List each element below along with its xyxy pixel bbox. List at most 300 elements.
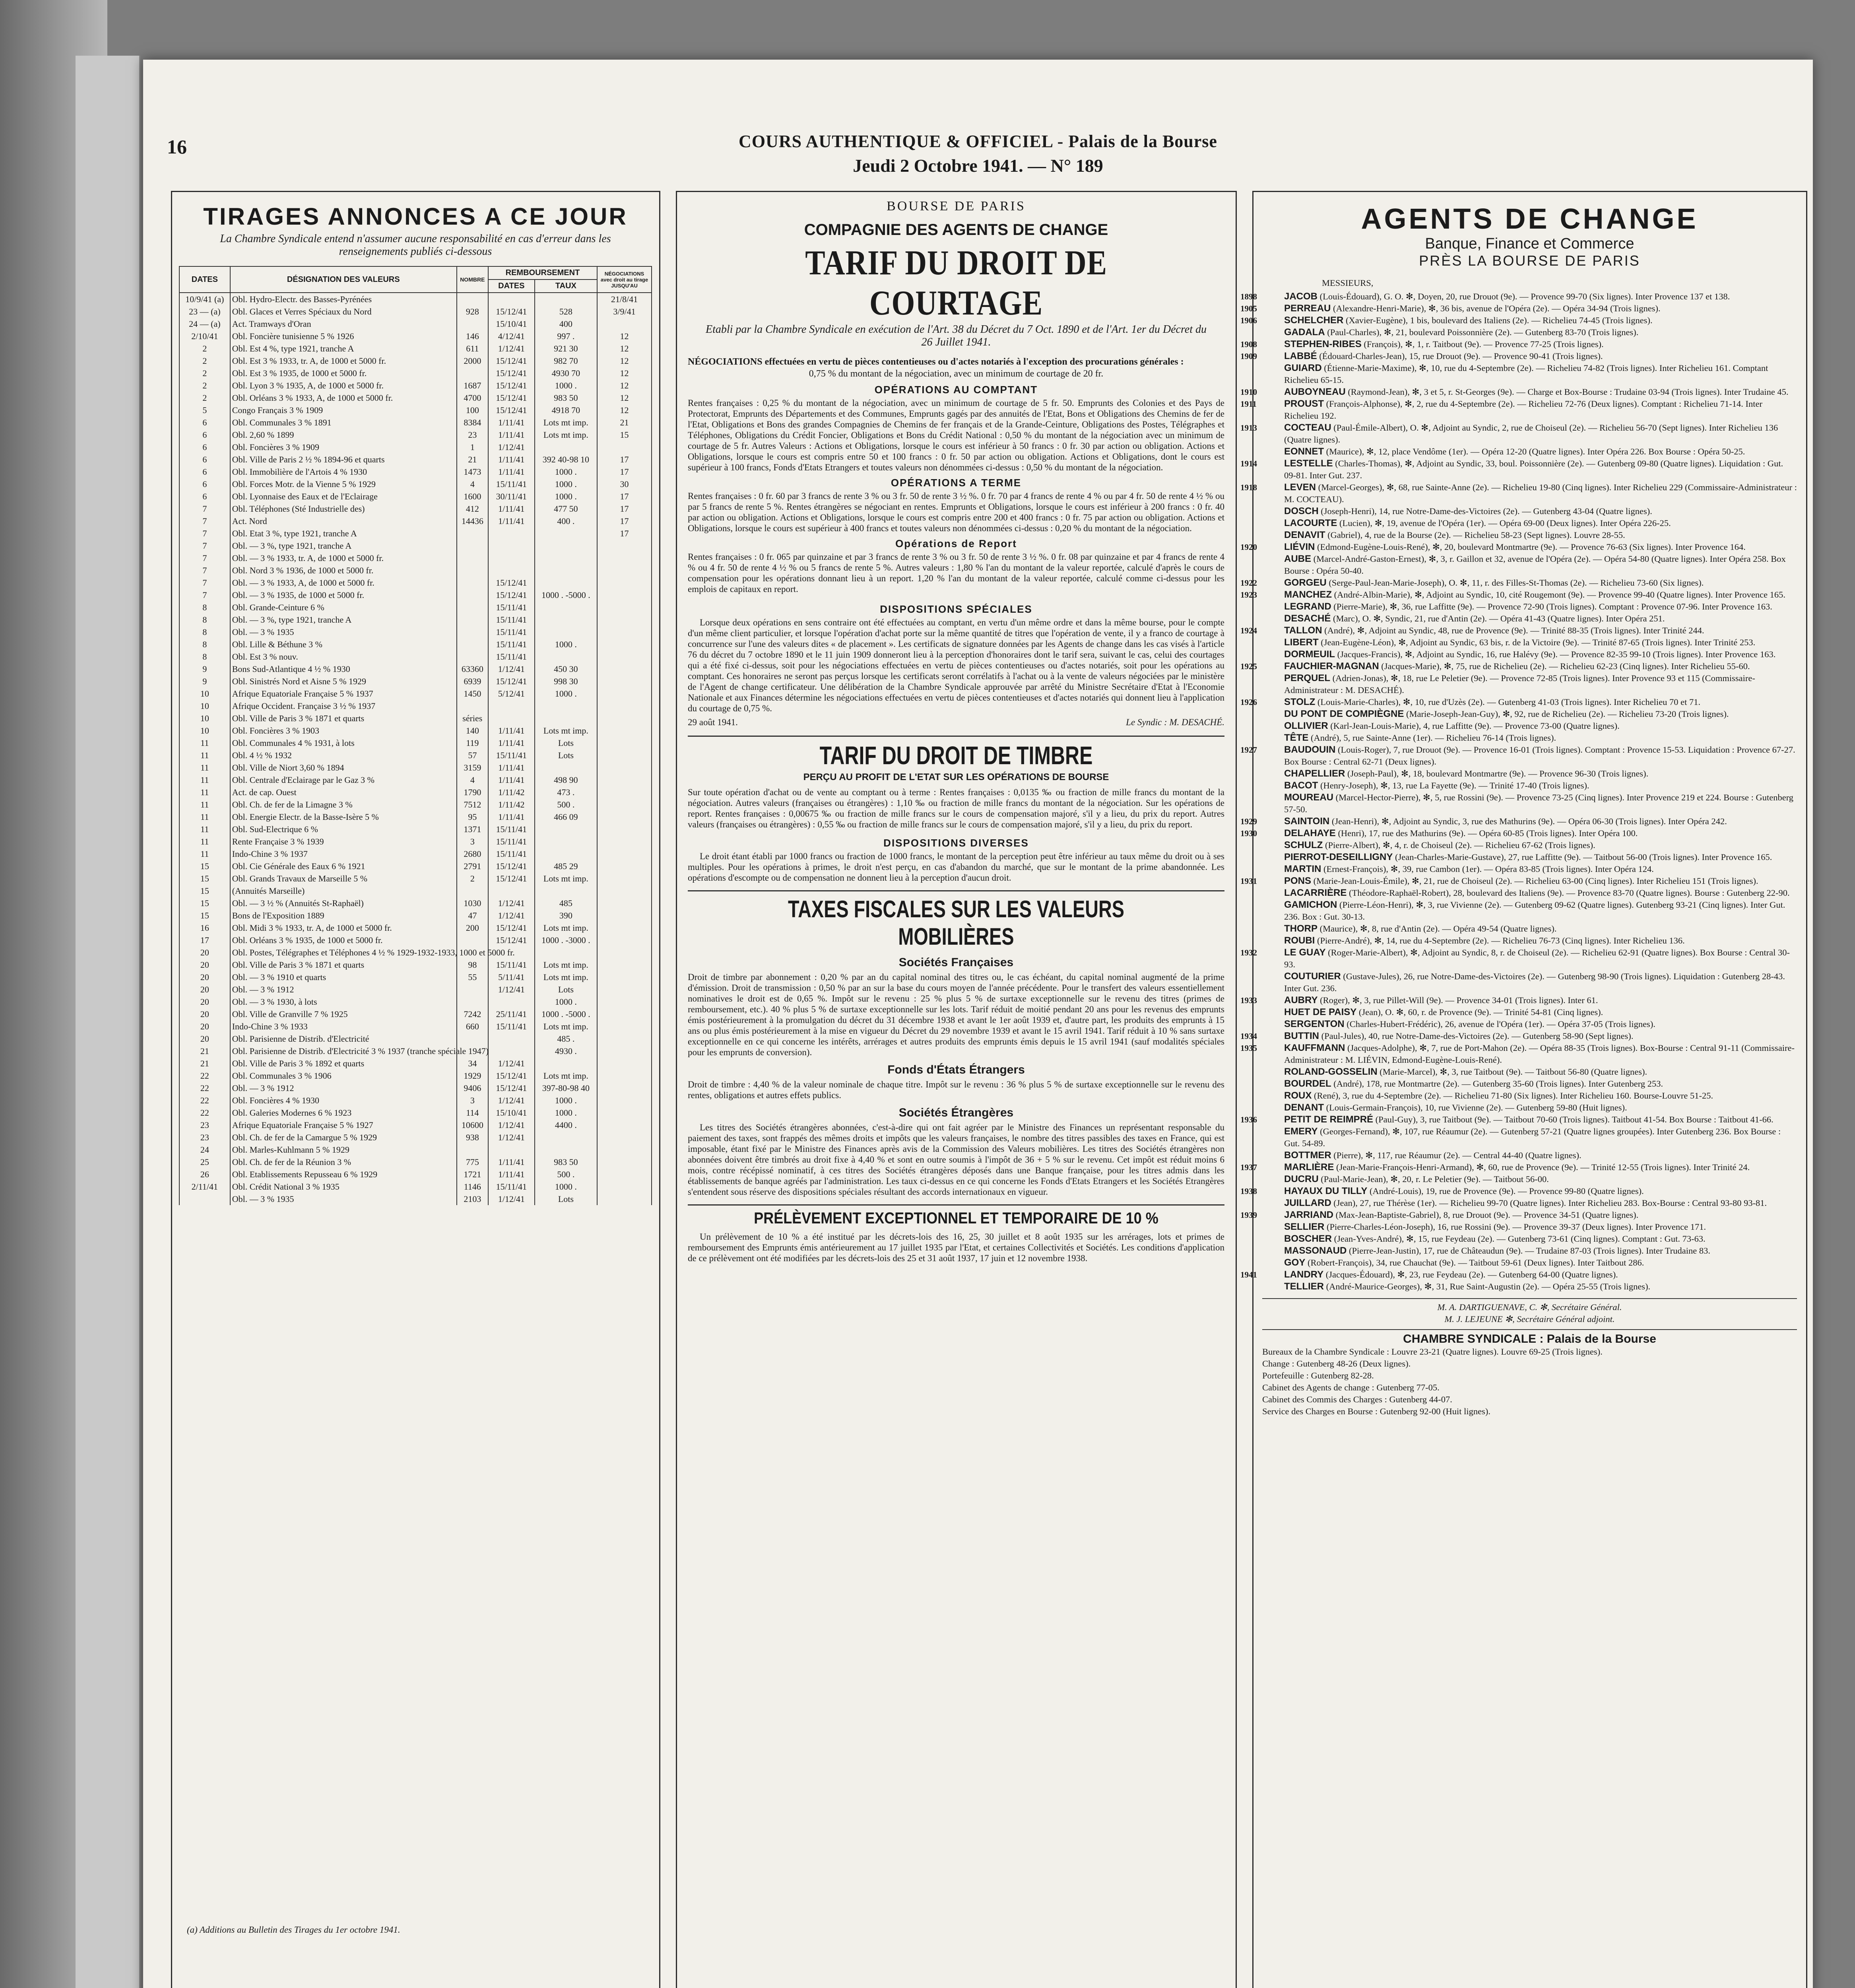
agent-entry (1240, 1209, 1797, 1221)
agent-details: (Lucien), ✻, 19, avenue de l'Opéra (1er). — Opéra 69-00 (Deux lignes). Inter Opéra 226-25. (1337, 518, 1671, 528)
table-cell: 12 (597, 355, 652, 367)
table-cell (597, 712, 652, 724)
table-cell: Obl. Hydro-Electr. des Basses-Pyrénées (230, 293, 457, 305)
table-cell: 5 (179, 404, 230, 416)
table-cell: 4400 . (535, 1119, 597, 1131)
agent-details: (Jean), O. ✻, 60, r. de Provence (9e). — Trinité 54-81 (Cinq lignes). (1356, 1007, 1603, 1017)
agent-details: (Henri), 17, rue des Mathurins (9e). — Opéra 60-85 (Trois lignes). Inter Opéra 100. (1335, 828, 1638, 838)
table-cell: Obl. 4 ½ % 1932 (230, 749, 457, 761)
table-cell: 6 (179, 453, 230, 466)
table-cell: 11 (179, 835, 230, 848)
table-cell: 9 (179, 675, 230, 687)
table-cell: 1371 (457, 823, 488, 835)
op-comptant-title: OPÉRATIONS AU COMPTANT (874, 384, 1038, 396)
agent-details: (Louis-Germain-François), 10, rue Vivienne (2e). — Gutenberg 59-80 (Huit lignes). (1324, 1103, 1627, 1112)
agent-details: (Jacques-Marie), ✻, 75, rue de Richelieu (2e). — Richelieu 62-23 (Cinq lignes). Inter Richelieu 55-60. (1379, 661, 1750, 671)
table-cell (535, 700, 597, 712)
agent-name: GOY (1284, 1257, 1306, 1268)
table-cell (597, 577, 652, 589)
table-cell: 1000 . -5000 . (535, 1008, 597, 1020)
agent-entry (1262, 672, 1797, 696)
agent-entry (1240, 1161, 1797, 1173)
table-cell: 1/12/41 (488, 441, 535, 453)
agent-name: LE GUAY (1284, 947, 1326, 958)
table-row (179, 1033, 652, 1045)
table-cell: 15/11/41 (488, 601, 535, 613)
agent-name: MARLIÈRE (1284, 1162, 1334, 1173)
table-cell: 8 (179, 638, 230, 650)
table-row (179, 1045, 652, 1057)
table-cell: 1/12/41 (488, 663, 535, 675)
table-row (179, 379, 652, 392)
table-cell (597, 1082, 652, 1094)
table-row (179, 527, 652, 540)
table-cell (488, 1033, 535, 1045)
table-cell: 15 (179, 897, 230, 909)
table-cell: 1450 (457, 687, 488, 700)
agent-name: BOTTMER (1284, 1150, 1331, 1161)
table-cell: 23 — (a) (179, 305, 230, 318)
agent-name: DU PONT DE COMPIÈGNE (1284, 709, 1404, 719)
agent-details: (Edmond-Eugène-Louis-René), ✻, 20, boulevard Montmartre (9e). — Provence 76-63 (Six lignes). Inter Provence 164. (1315, 542, 1746, 552)
table-cell: 528 (535, 305, 597, 318)
table-cell: 15/11/41 (488, 1180, 535, 1193)
table-cell: 15/11/41 (488, 823, 535, 835)
table-cell: Bons Sud-Atlantique 4 ½ % 1930 (230, 663, 457, 675)
table-cell: 15/12/41 (488, 872, 535, 885)
agent-name: STEPHEN-RIBES (1284, 339, 1362, 349)
table-cell: 30 (597, 478, 652, 490)
table-cell (457, 613, 488, 626)
table-cell: 15/12/41 (488, 589, 535, 601)
table-cell: Obl. Ch. de fer de la Limagne 3 % (230, 798, 457, 811)
table-cell (535, 848, 597, 860)
table-cell: Obl. Ville de Granville 7 % 1925 (230, 1008, 457, 1020)
agent-details: (Jean-Charles-Marie-Gustave), 27, rue Laffitte (9e). — Taitbout 56-00 (Trois lignes). Inter Provence 165. (1393, 852, 1772, 862)
agent-entry (1240, 660, 1797, 672)
table-cell (457, 885, 488, 897)
table-row (179, 318, 652, 330)
table-cell: 1/12/41 (488, 342, 535, 355)
table-cell: 11 (179, 811, 230, 823)
agent-details: (Étienne-Marie-Maxime), ✻, 10, rue du 4-Septembre (2e). — Richelieu 74-82 (Trois lignes). Inter Richelieu 161. Comptant Richelieu 65-15. (1284, 363, 1768, 385)
agent-entry (1240, 1269, 1797, 1281)
table-cell: 4 (457, 478, 488, 490)
agent-entry (1262, 732, 1797, 744)
agent-entry (1262, 1173, 1797, 1185)
table-cell: 12 (597, 342, 652, 355)
table-cell: Lots mt imp. (535, 1020, 597, 1033)
table-cell: 10600 (457, 1119, 488, 1131)
agent-name: LACOURTE (1284, 518, 1337, 528)
table-cell (535, 577, 597, 589)
table-row (179, 1119, 652, 1131)
agent-details: (Jean-Eugène-Léon), ✻, Adjoint au Syndic, 63 bis, r. de la Victoire (9e). — Trinité 87-65 (Trois lignes). Inter Trinité 253. (1318, 637, 1756, 647)
table-cell: 57 (457, 749, 488, 761)
table-cell: Obl. Sinistrés Nord et Aisne 5 % 1929 (230, 675, 457, 687)
table-cell: 11 (179, 823, 230, 835)
table-cell: 1000 . (535, 379, 597, 392)
table-cell: 11 (179, 786, 230, 798)
agent-name: DENANT (1284, 1102, 1324, 1113)
table-cell: 1000 . -3000 . (535, 934, 597, 946)
table-row (179, 638, 652, 650)
table-cell: Obl. Ville de Paris 3 % 1892 et quarts (230, 1057, 457, 1070)
table-cell (597, 885, 652, 897)
table-cell: 21/8/41 (597, 293, 652, 305)
table-cell: 15 (179, 885, 230, 897)
table-row (179, 909, 652, 922)
table-row (179, 330, 652, 342)
table-row (179, 392, 652, 404)
table-cell: Obl. Parisienne de Distrib. d'Electricité 3 % 1937 (tranche spéciale 1947) (230, 1045, 457, 1057)
agent-name: ROUBI (1284, 935, 1315, 946)
table-row (179, 626, 652, 638)
tirages-table (179, 266, 652, 1205)
table-cell: 8 (179, 613, 230, 626)
agent-details: (Jacques-Francis), ✻, Adjoint au Syndic, 16, rue Halévy (9e). — Provence 82-35 99-10 (Trois lignes). Inter Provence 163. (1335, 649, 1776, 659)
table-cell: 55 (457, 971, 488, 983)
agent-details: (Jacques-Adolphe), ✻, 7, rue de Port-Mahon (2e). — Opéra 88-35 (Trois lignes). Box-Bourse : Central 91-11 (Commissaire-Administrateur : M. LIÉVIN, Edmond-Eugène-Louis-René). (1284, 1043, 1795, 1065)
table-cell: Obl. Ch. de fer de la Camargue 5 % 1929 (230, 1131, 457, 1143)
agent-name: DESACHÉ (1284, 613, 1331, 624)
table-cell: 12 (597, 392, 652, 404)
table-cell: 500 . (535, 798, 597, 811)
table-cell (597, 909, 652, 922)
table-row (179, 700, 652, 712)
table-cell: 15/11/41 (488, 1020, 535, 1033)
table-cell (597, 1070, 652, 1082)
table-cell (535, 564, 597, 577)
agents-secretaire-adjoint: M. J. LEJEUNE ✻, Secrétaire Général adjoint. (1444, 1314, 1615, 1324)
table-cell: Obl. — 3 % 1912 (230, 1082, 457, 1094)
table-cell: 397-80-98 40 (535, 1082, 597, 1094)
table-cell: Obl. Sud-Electrique 6 % (230, 823, 457, 835)
table-cell: 15/10/41 (488, 1107, 535, 1119)
table-cell: 1929 (457, 1070, 488, 1082)
table-row (179, 749, 652, 761)
table-cell: 25/11/41 (488, 1008, 535, 1020)
agent-year: 1898 (1240, 292, 1257, 301)
table-row (179, 996, 652, 1008)
table-row (179, 453, 652, 466)
table-cell (597, 761, 652, 774)
table-row (179, 540, 652, 552)
agent-entry (1240, 1042, 1797, 1066)
table-cell (457, 700, 488, 712)
table-cell (535, 613, 597, 626)
table-cell: Obl. Est 4 %, type 1921, tranche A (230, 342, 457, 355)
op-report-title: Opérations de Report (895, 538, 1017, 549)
table-cell: 4930 . (535, 1045, 597, 1057)
table-row (179, 650, 652, 663)
agent-details: (Jean-Yves-André), ✻, 15, rue Feydeau (2e). — Gutenberg 73-61 (Cinq lignes). Comptant : Gut. 73-63. (1332, 1234, 1706, 1244)
table-cell: 7 (179, 527, 230, 540)
tarif-timbre-title: TARIF DU DROIT DE TIMBRE (819, 741, 1093, 770)
table-cell: Obl. Forces Motr. de la Vienne 5 % 1929 (230, 478, 457, 490)
agent-name: BACOT (1284, 780, 1318, 791)
table-cell: 928 (457, 305, 488, 318)
table-cell: 1/11/41 (488, 466, 535, 478)
table-cell (597, 540, 652, 552)
table-cell: 1/11/42 (488, 798, 535, 811)
table-row (179, 811, 652, 823)
table-cell: 485 29 (535, 860, 597, 872)
agent-details: (Marcel-André-Gaston-Ernest), ✻, 3, r. Gaillon et 32, avenue de l'Opéra (2e). — Opéra 54-80 (Quatre lignes). Inter Opéra 258. Box Bourse : Opéra 50-40. (1284, 554, 1786, 576)
table-cell: 114 (457, 1107, 488, 1119)
negociations-title: NÉGOCIATIONS effectuées en vertu de pièces contentieuses ou d'actes notariés à l'exception des procurations générales : (688, 357, 1184, 367)
agent-name: COCTEAU (1284, 422, 1331, 433)
table-cell: 1146 (457, 1180, 488, 1193)
table-cell: 1000 . (535, 466, 597, 478)
table-cell: 2791 (457, 860, 488, 872)
table-cell: 1/11/41 (488, 503, 535, 515)
terme-text: Rentes françaises : 0 fr. 60 par 3 francs de rente 3 % ou 3 fr. 50 de rente 3 ½ %. 0 fr. 70 par 4 francs de rente 4 % ou par 4 fr. 50 de rente 4 ½ % ou par 5 francs de rente 5 %. Rentes étrangères se négociant en rentes. Emprunts et Obligations, lorsque le cours est inférieur à 200 francs : 0 fr. 40 par action ou obligation. Actions et Obligations, lorsque le cours est compris entre 200 et 400 francs : 0 fr. 75 par action ou obligation. Actions et Obligations, lorsque le cours est supérieur à 400 francs et toutes valeurs non dénommées ci-dessus : 0,20 % du montant de la négociation. (688, 491, 1224, 533)
table-cell: 11 (179, 774, 230, 786)
table-cell (597, 959, 652, 971)
table-cell (597, 613, 652, 626)
table-cell (535, 761, 597, 774)
table-cell: 611 (457, 342, 488, 355)
page-header-date: Jeudi 2 Octobre 1941. — N° 189 (853, 155, 1103, 176)
table-cell: 1000 . (535, 1107, 597, 1119)
table-cell: Lots mt imp. (535, 724, 597, 737)
table-cell: Lots mt imp. (535, 429, 597, 441)
table-cell (597, 786, 652, 798)
table-cell: 24 (179, 1143, 230, 1156)
table-row (179, 946, 652, 959)
table-cell: 2000 (457, 355, 488, 367)
chambre-line: Bureaux de la Chambre Syndicale : Louvre 23-21 (Quatre lignes). Louvre 69-25 (Trois lignes). (1262, 1347, 1603, 1357)
agents-list (1240, 291, 1797, 1293)
table-cell: 23 (179, 1131, 230, 1143)
agent-year: 1939 (1240, 1210, 1257, 1220)
agent-details: (Paul-Émile-Albert), O. ✻, Adjoint au Syndic, 2, rue de Choiseul (2e). — Richelieu 56-70 (Sept lignes). Inter Richelieu 136 (Quatre lignes). (1284, 423, 1778, 445)
table-cell: Obl. Grande-Ceinture 6 % (230, 601, 457, 613)
agent-name: BAUDOUIN (1284, 744, 1336, 755)
agent-entry (1262, 708, 1797, 720)
table-cell (488, 1045, 535, 1057)
table-cell: 20 (179, 983, 230, 996)
table-cell: Obl. Est 3 % nouv. (230, 650, 457, 663)
table-cell: Obl. Immobilière de l'Artois 4 % 1930 (230, 466, 457, 478)
table-cell: 21 (179, 1057, 230, 1070)
table-cell: 22 (179, 1107, 230, 1119)
table-cell: 119 (457, 737, 488, 749)
agent-details: (Marie-Joseph-Jean-Guy), ✻, 92, rue de Richelieu (2e). — Richelieu 73-20 (Trois lignes). (1404, 709, 1729, 719)
table-cell: 2 (457, 872, 488, 885)
table-cell: 10/9/41 (a) (179, 293, 230, 305)
table-cell (597, 737, 652, 749)
table-row (179, 293, 652, 305)
table-row (179, 503, 652, 515)
agent-entry (1240, 1114, 1797, 1126)
agent-year: 1914 (1240, 459, 1257, 468)
table-cell: 11 (179, 848, 230, 860)
table-row (179, 1020, 652, 1033)
table-cell: Congo Français 3 % 1909 (230, 404, 457, 416)
table-cell: 1/11/41 (488, 453, 535, 466)
agent-entry (1262, 899, 1797, 923)
table-cell (597, 811, 652, 823)
agents-subtitle: Banque, Finance et Commerce (1425, 235, 1634, 252)
table-row (179, 367, 652, 379)
table-cell (457, 527, 488, 540)
table-cell: 1/11/42 (488, 786, 535, 798)
op-terme-title: OPÉRATIONS A TERME (891, 477, 1022, 489)
agent-details: (Raymond-Jean), ✻, 3 et 5, r. St-Georges (9e). — Charge et Box-Bourse : Trudaine 03-94 (Trois lignes). Inter Trudaine 45. (1345, 387, 1789, 397)
table-cell: Obl. Parisienne de Distrib. d'Electricité (230, 1033, 457, 1045)
agent-entry (1240, 625, 1797, 637)
agent-entry (1262, 1221, 1797, 1233)
agent-details: (Adrien-Jonas), ✻, 18, rue Le Peletier (9e). — Provence 72-85 (Trois lignes). Inter Provence 93 et 115 (Commissaire-Administrateur : M. DESACHÉ). (1284, 673, 1755, 695)
table-cell: Rente Française 3 % 1939 (230, 835, 457, 848)
table-cell (597, 996, 652, 1008)
agent-entry (1240, 875, 1797, 887)
table-row (179, 983, 652, 996)
col-dates: DATES (179, 266, 230, 293)
agent-details: (Maurice), ✻, 8, rue d'Antin (2e). — Opéra 49-54 (Quatre lignes). (1318, 924, 1557, 934)
table-cell: Obl. Centrale d'Eclairage par le Gaz 3 % (230, 774, 457, 786)
table-cell (597, 1193, 652, 1205)
agent-year: 1910 (1240, 387, 1257, 397)
agents-column (1240, 195, 1797, 1988)
table-cell: Obl. Grands Travaux de Marseille 5 % (230, 872, 457, 885)
table-cell: 20 (179, 971, 230, 983)
table-row (179, 490, 652, 503)
table-cell: 400 (535, 318, 597, 330)
agent-details: (Xavier-Eugène), 1 bis, boulevard des Italiens (2e). — Richelieu 74-45 (Trois lignes). (1343, 315, 1653, 325)
table-cell: 1/12/41 (488, 1131, 535, 1143)
table-cell: 20 (179, 1033, 230, 1045)
table-cell (457, 983, 488, 996)
table-cell: 20 (179, 996, 230, 1008)
dispositions-diverses-title: DISPOSITIONS DIVERSES (883, 837, 1029, 849)
table-row (179, 1168, 652, 1180)
table-cell: 1/12/41 (488, 1193, 535, 1205)
table-row (179, 934, 652, 946)
table-cell: Lots mt imp. (535, 872, 597, 885)
agent-details: (Paul-Charles), ✻, 21, boulevard Poissonnière (2e). — Gutenberg 83-70 (Trois lignes). (1325, 327, 1639, 337)
dispositions-text: Lorsque deux opérations en sens contraire ont été effectuées au comptant, en vertu d'un même ordre et dans la même bourse, pour le compte d'un même client particulier, et lorsque l'opération d'achat porte sur la même quantité de titres que l'opération de vente, il y a franco de courtage à concurrence sur l'une des valeurs dites « de placement ». Les certificats de signature données par les Agents de change dans les cas visés à l'article 76 du décret du 7 octobre 1890 et le 11 juin 1909 donneront lieu à la perception d'honoraires dont le tarif sera, suivant le cas, celui des courtages qui a été fixé ci-dessus, soit pour les négociations effectuées en vertu de pièces contentieuses ou d'actes notariés, soit pour les opérations au comptant. Ces honoraires ne seront pas perçus lorsque les certificats seront corrélatifs à l'achat ou à la vente de valeurs négociées par le ministère de l'Agent de change certificateur. Une délibération de la Chambre Syndicale approuvée par arrêté du Ministre Secrétaire d'Etat à l'Economie Nationale et aux Finances détermine les négociations effectuées en vertu de pièces contentieuses et d'actes notariés qui donnent lieu à l'application du courtage de 0,75 %. (688, 617, 1224, 713)
table-cell (597, 835, 652, 848)
agent-year: 1906 (1240, 316, 1257, 325)
agents-title: AGENTS DE CHANGE (1361, 203, 1698, 235)
table-cell: 3159 (457, 761, 488, 774)
table-cell: Act. de cap. Ouest (230, 786, 457, 798)
table-cell: 6 (179, 478, 230, 490)
table-cell: 1/12/41 (488, 897, 535, 909)
agent-name: LIÉVIN (1284, 542, 1315, 552)
agent-name: GUIARD (1284, 363, 1322, 373)
table-cell: 2 (179, 392, 230, 404)
agent-name: MANCHEZ (1284, 589, 1332, 600)
table-cell: Obl. — 3 %, type 1921, tranche A (230, 613, 457, 626)
agent-details: (Marc), O. ✻, Syndic, 21, rue d'Antin (2e). — Opéra 41-43 (Quatre lignes). Inter Opéra 251. (1331, 613, 1665, 623)
agent-details: (Max-Jean-Baptiste-Gabriel), 8, rue Drouot (9e). — Provence 34-51 (Quatre lignes). (1333, 1210, 1639, 1220)
agent-details: (Marcel-Georges), ✻, 68, rue Sainte-Anne (2e). — Richelieu 19-80 (Cinq lignes). Inter Richelieu 229 (Commissaire-Administrateur : M. COCTEAU). (1284, 482, 1797, 504)
agent-name: AUBRY (1284, 995, 1318, 1006)
table-cell: Obl. — 3 % 1933, tr. A, de 1000 et 5000 fr. (230, 552, 457, 564)
table-cell (535, 823, 597, 835)
table-row (179, 1180, 652, 1193)
table-row (179, 798, 652, 811)
agent-entry (1262, 362, 1797, 386)
table-row (179, 687, 652, 700)
table-cell (488, 540, 535, 552)
table-cell: 15 (597, 429, 652, 441)
agent-name: DENAVIT (1284, 530, 1325, 540)
table-cell: Obl. — 3 % 1935 (230, 626, 457, 638)
table-cell: 7512 (457, 798, 488, 811)
agent-entry (1262, 887, 1797, 899)
table-cell (597, 983, 652, 996)
agent-entry (1240, 315, 1797, 326)
agent-name: OLLIVIER (1284, 720, 1328, 731)
table-row (179, 515, 652, 527)
agent-name: GORGEU (1284, 577, 1327, 588)
table-cell: Afrique Occident. Française 3 ½ % 1937 (230, 700, 457, 712)
agent-name: THORP (1284, 923, 1318, 934)
agent-details: (André), ✻, Adjoint au Syndic, 48, rue de Provence (9e). — Trinité 88-35 (Trois lignes). Inter Trinité 244. (1322, 625, 1704, 635)
agent-name: MARTIN (1284, 864, 1321, 874)
table-cell: 15/12/41 (488, 355, 535, 367)
table-cell: 15/12/41 (488, 1082, 535, 1094)
table-cell: 95 (457, 811, 488, 823)
societes-etrangeres-text: Les titres des Sociétés étrangères abonnées, c'est-à-dire qui ont fait agréer par le Ministre des Finances un représentant responsable du paiement des taxes, sont frappés des mêmes droits et impôts que les valeurs françaises, le nombre des titres passibles des taxes en France, qui est imposable, étant fixé par le Ministre des Finances après avis de la Commission des Valeurs mobilières. Les titres des Sociétés étrangères non abonnées doivent être timbrés au droit fixe à 4,40 % et sont en outre soumis à l'impôt de 36 + 5 % sur le revenu. Cet impôt est réduit moins 6 mois, contre récépissé nominatif, à ces titres des Sociétés étrangères déposés dans une Banque française, pour les titres admis dans les établissements de banque agréés par l'administration. Les taux ci-dessus en ce qui concerne les Fonds d'Etats Etrangers et les Sociétés Etrangères s'entendent sous réserve des dispositions spéciales résultant des accords internationaux en vigueur. (688, 1122, 1224, 1197)
table-cell (457, 577, 488, 589)
table-cell: 11 (179, 749, 230, 761)
table-cell: Obl. Communales 4 % 1931, à lots (230, 737, 457, 749)
table-cell: Obl. — 3 %, type 1921, tranche A (230, 540, 457, 552)
table-cell (457, 293, 488, 305)
agent-year: 1930 (1240, 829, 1257, 838)
table-cell: 15/11/41 (488, 638, 535, 650)
table-cell: 1000 . (535, 478, 597, 490)
table-cell: Obl. Orléans 3 % 1935, de 1000 et 5000 fr. (230, 934, 457, 946)
agent-name: DORMEUIL (1284, 649, 1335, 660)
divider (688, 890, 1224, 891)
table-row (179, 737, 652, 749)
table-cell (179, 1193, 230, 1205)
compagnie-title: COMPAGNIE DES AGENTS DE CHANGE (804, 221, 1108, 239)
table-cell (597, 1180, 652, 1193)
table-cell: 7 (179, 515, 230, 527)
table-row (179, 897, 652, 909)
table-cell (457, 626, 488, 638)
table-cell: 15 (179, 860, 230, 872)
table-cell: 26 (179, 1168, 230, 1180)
divider (1262, 1298, 1797, 1299)
table-cell: Obl. Energie Electr. de la Basse-Isère 5 % (230, 811, 457, 823)
agent-name: SCHULZ (1284, 840, 1323, 850)
table-cell: Obl. — 3 % 1910 et quarts (230, 971, 457, 983)
agent-entry (1240, 1030, 1797, 1042)
table-cell (597, 687, 652, 700)
agent-entry (1262, 768, 1797, 780)
agent-year: 1933 (1240, 996, 1257, 1005)
table-cell (597, 798, 652, 811)
agent-details: (Joseph-Henri), 14, rue Notre-Dame-des-Victoires (2e). — Gutenberg 43-04 (Quatre lignes). (1318, 506, 1652, 516)
table-cell: 7 (179, 564, 230, 577)
table-cell: 997 . (535, 330, 597, 342)
table-cell: 660 (457, 1020, 488, 1033)
table-cell: 7 (179, 589, 230, 601)
table-cell: 15/11/41 (488, 749, 535, 761)
table-cell: 12 (597, 367, 652, 379)
table-cell: 1600 (457, 490, 488, 503)
table-cell: 1/12/41 (488, 1057, 535, 1070)
